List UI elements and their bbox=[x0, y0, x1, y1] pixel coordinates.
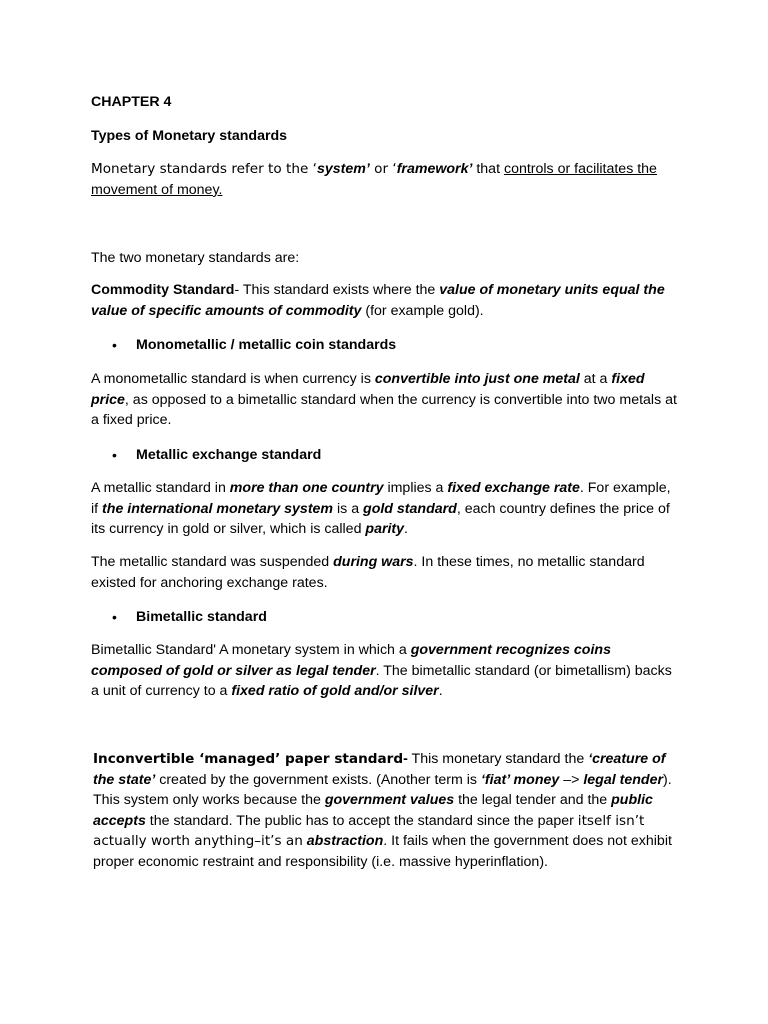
commodity-label: Commodity Standard bbox=[91, 282, 235, 298]
bimetallic-paragraph: Bimetallic Standard' A monetary system in which a government recognizes coins composed of gold or silver as legal tender. The bimetallic standard (or bimetallism) backs a unit of currency to a fixed ratio of gold and/or silver. bbox=[91, 642, 672, 699]
monometallic-paragraph: A monometallic standard is when currency is convertible into just one metal at a fixed price, as opposed to a bimetallic standard when the currency is convertible into two metals at a fixed price. bbox=[91, 371, 677, 428]
bullet-icon: • bbox=[112, 609, 117, 625]
inconvertible-paragraph: Inconvertible ‘managed’ paper standard- This monetary standard the ‘creature of the state’ created by the government exists. (Another term is ‘fiat’ money –> legal tender). This system only works because the government values the legal tender and the public accepts the standard. The public has to accept the standard since the paper itself isn’t actually worth anything–it’s an abstraction. It fails when the government does not exhibit proper economic restraint and responsibility (i.e. massive hyperinflation). bbox=[93, 751, 672, 870]
intro-paragraph: Monetary standards refer to the ‘system’ or ‘framework’ that controls or facilitates the movement of money. bbox=[91, 161, 657, 198]
commodity-paragraph: Commodity Standard- This standard exists where the value of monetary units equal the value of specific amounts of commodity (for example gold). bbox=[91, 282, 665, 319]
underlined-definition: controls or facilitates the movement of money. bbox=[91, 161, 657, 198]
section-title: Types of Monetary standards bbox=[91, 128, 288, 144]
bullet-icon: • bbox=[112, 337, 117, 353]
document-page: CHAPTER 4 Types of Monetary standards Monetary standards refer to the ‘system’ or ‘framework’ that controls or facilitates the movement of money. The two monetary standards are: Commodity Standard- This standard exists where the value of monetary units equal the value of specific amounts of commodity (for example gold). • Monometallic / metallic coin standards A monometallic standard is when currency is convertible into just one metal at a fixed price, as opposed to a bimetallic standard when the currency is convertible into two metals at a fixed price. • Metallic exchange standard A metallic standard in more than one country implies a fixed exchange rate. For example, if the international monetary system is a gold standard, each country defines the price of its currency in gold or silver, which is called parity. The metallic standard was suspended during wars. In these times, no metallic standard existed for anchoring exchange rates. • Bimetallic standard Bimetallic Standard' A monetary system in which a government recognizes coins composed of gold or silver as legal tender. The bimetallic standard (or bimetallism) backs a unit of currency to a fixed ratio of gold and/or silver. Inconvertible ‘managed’ paper standard- This monetary standard the ‘creature of the state’ created by the government exists. (Another term is ‘fiat’ money –> legal tender). This system only works because the government values the legal tender and the public accepts the standard. The public has to accept the standard since the paper itself isn’t actually worth anything–it’s an abstraction. It fails when the government does not exhibit proper economic restraint and responsibility (i.e. massive hyperinflation). bbox=[0, 0, 768, 1024]
chapter-heading: CHAPTER 4 bbox=[91, 94, 172, 110]
inconvertible-label: Inconvertible ‘managed’ paper standard bbox=[93, 751, 404, 767]
bullet-icon: • bbox=[112, 447, 117, 463]
suspended-paragraph: The metallic standard was suspended during wars. In these times, no metallic standard existed for anchoring exchange rates. bbox=[91, 554, 645, 591]
two-standards-line: The two monetary standards are: bbox=[91, 250, 300, 266]
metallic-exchange-paragraph: A metallic standard in more than one country implies a fixed exchange rate. For example, if the international monetary system is a gold standard, each country defines the price of its currency in gold or silver, which is called parity. bbox=[91, 480, 671, 537]
